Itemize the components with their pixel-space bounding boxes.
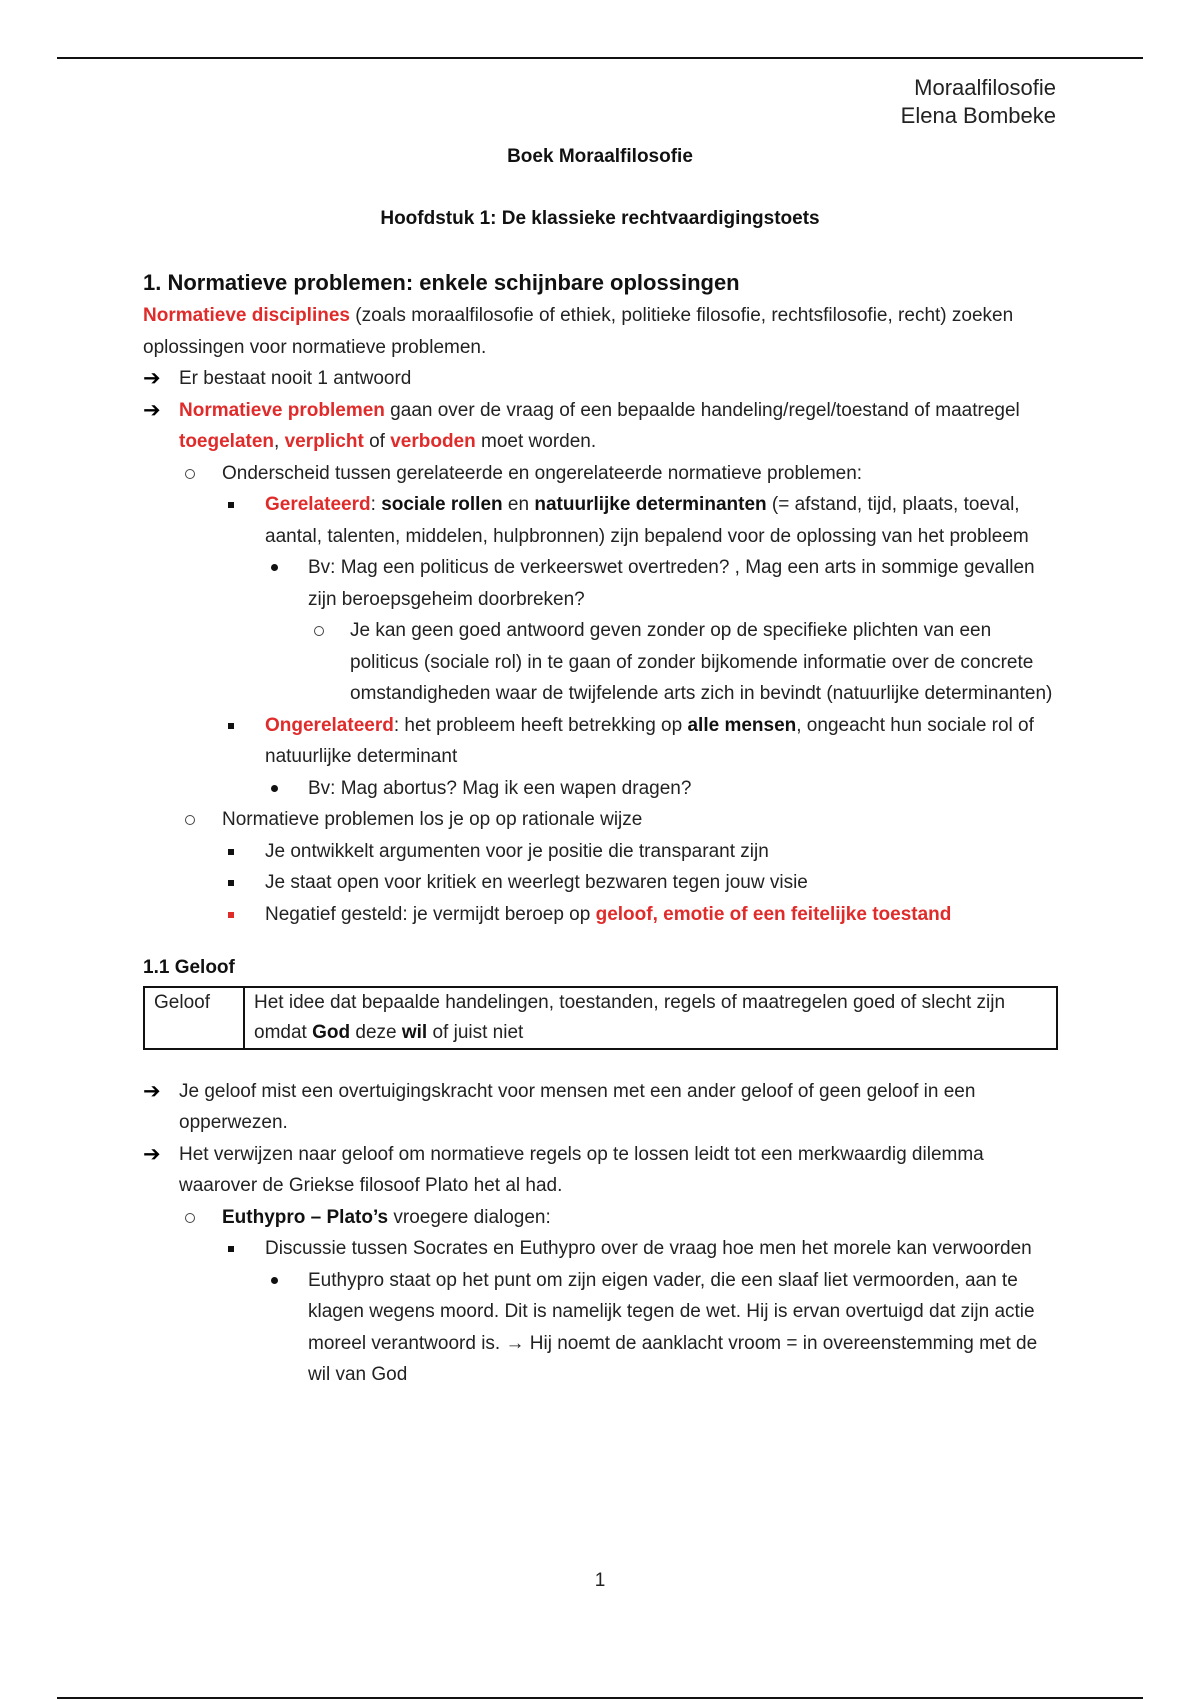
circle-bullet-icon (185, 804, 195, 836)
square-list-item: Negatief gesteld: je vermijdt beroep op geloof, emotie of een feitelijke toestand (143, 899, 1058, 931)
arrow-item: ➔ Je geloof mist een overtuigingskracht voor mensen met een ander geloof of geen geloof in een opperwezen. (143, 1076, 1058, 1139)
square-list-item: Ongerelateerd: het probleem heeft betrekking op alle mensen, ongeacht hun sociale rol of natuurlijke determinant (143, 710, 1058, 773)
circle-bullet-icon (314, 615, 324, 647)
square-list-item: Je staat open voor kritiek en weerlegt bezwaren tegen jouw visie (143, 867, 1058, 899)
dot-list-item: Bv: Mag abortus? Mag ik een wapen dragen? (143, 773, 1058, 805)
arrow-icon: ➔ (143, 398, 161, 422)
page-header (901, 74, 1056, 130)
page-number: 1 (594, 1570, 606, 1591)
square-list-item: Discussie tussen Socrates en Euthypro over de vraag hoe men het morele kan verwoorden (143, 1233, 1058, 1265)
dot-bullet-icon (271, 552, 278, 584)
chapter-title: Hoofdstuk 1: De klassieke rechtvaardigingstoets (380, 208, 820, 229)
square-bullet-icon (228, 867, 234, 899)
arrow-item: ➔ Het verwijzen naar geloof om normatieve regels op te lossen leidt tot een merkwaardig dilemma waarover de Griekse filosoof Plato het al had. (143, 1139, 1058, 1202)
circle-list-item: Je kan geen goed antwoord geven zonder op de specifieke plichten van een politicus (sociale rol) in te gaan of zonder bijkomende informatie over de concrete omstandigheden waar de twijfelende arts zich in bevindt (natuurlijke determinanten) (143, 615, 1058, 710)
table-row (144, 987, 1057, 1049)
circle-bullet-icon (185, 1202, 195, 1234)
arrow-icon: ➔ (143, 367, 161, 390)
circle-list-item: Euthypro – Plato’s vroegere dialogen: (143, 1202, 1058, 1234)
square-list-item: Je ontwikkelt argumenten voor je positie die transparant zijn (143, 836, 1058, 868)
author-name: Elena Bombeke (900, 103, 1056, 128)
circle-list-item: Normatieve problemen los je op op rationale wijze (143, 804, 1058, 836)
top-rule (57, 57, 1143, 59)
table-term-cell: Geloof (144, 987, 244, 1049)
table-definition-cell: Het idee dat bepaalde handelingen, toestanden, regels of maatregelen goed of slecht zijn omdat God deze wil of juist niet (244, 987, 1057, 1049)
arrow-icon: ➔ (143, 1079, 161, 1103)
document-title: Boek Moraalfilosofie (507, 146, 693, 167)
circle-list-item: Onderscheid tussen gerelateerde en ongerelateerde normatieve problemen: (143, 458, 1058, 490)
highlight-term: Normatieve disciplines (143, 305, 350, 326)
intro-paragraph: Normatieve disciplines (zoals moraalfilosofie of ethiek, politieke filosofie, rechtsfilosofie, recht) zoeken oplossingen voor normatieve problemen. (143, 305, 1014, 358)
arrow-item: ➔ Er bestaat nooit 1 antwoord (143, 363, 1058, 395)
square-bullet-icon (228, 836, 234, 868)
bottom-rule (57, 1697, 1143, 1699)
dot-bullet-icon (271, 1265, 278, 1297)
section-heading: 1. Normatieve problemen: enkele schijnbare oplossingen (143, 270, 740, 295)
arrow-icon: ➔ (143, 1142, 161, 1166)
dot-list-item: Euthypro staat op het punt om zijn eigen vader, die een slaaf liet vermoorden, aan te klagen wegens moord. Dit is namelijk tegen de wet. Hij is ervan overtuigd dat zijn actie moreel verantwoord is. → Hij noemt de aanklacht vroom = in overeenstemming met de wil van God (143, 1265, 1058, 1391)
arrow-item: ➔ Normatieve problemen gaan over de vraag of een bepaalde handeling/regel/toestand of maatregel toegelaten, verplicht of verboden moet worden. (143, 395, 1058, 458)
definition-table (143, 986, 1058, 1050)
subsection-heading: 1.1 Geloof (143, 957, 235, 978)
document-body (143, 266, 1058, 1391)
red-square-bullet-icon (228, 899, 234, 931)
course-name: Moraalfilosofie (914, 75, 1056, 100)
dot-bullet-icon (271, 773, 278, 805)
square-bullet-icon (228, 1233, 234, 1265)
dot-list-item: Bv: Mag een politicus de verkeerswet overtreden? , Mag een arts in sommige gevallen zijn beroepsgeheim doorbreken? (143, 552, 1058, 615)
square-bullet-icon (228, 489, 234, 521)
square-bullet-icon (228, 710, 234, 742)
square-list-item: Gerelateerd: sociale rollen en natuurlijke determinanten (= afstand, tijd, plaats, toeval, aantal, talenten, middelen, hulpbronnen) zijn bepalend voor de oplossing van het probleem (143, 489, 1058, 552)
circle-bullet-icon (185, 458, 195, 490)
